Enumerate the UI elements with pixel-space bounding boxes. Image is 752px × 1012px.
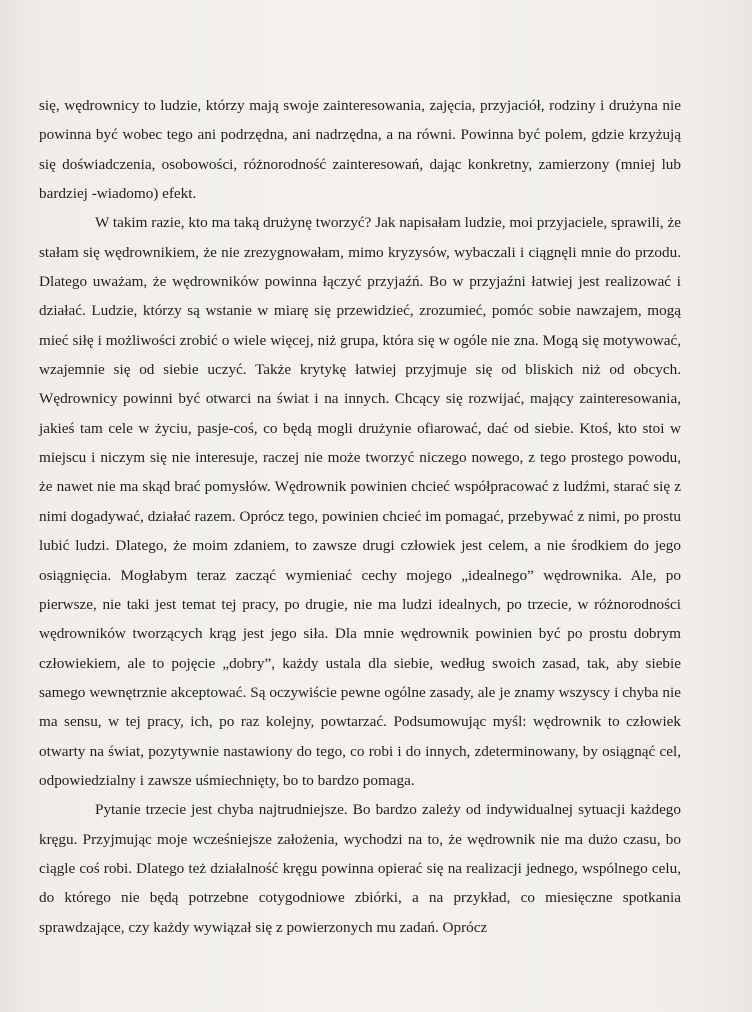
paragraph-2: W takim razie, kto ma taką drużynę tworzyć? Jak napisałam ludzie, moi przyjaciele, sprawili, że stałam się wędrownikiem, że nie zrezygnowałam, mimo kryzysów, wybaczali i ciągnęli mnie do przodu. Dlatego uważam, że wędrowników powinna łączyć przyjaźń. Bo w przyjaźni łatwiej jest realizować i działać. Ludzie, którzy są wstanie w miarę się przewidzieć, zrozumieć, pomóc sobie nawzajem, mogą mieć siłę i możliwości zrobić o wiele więcej, niż grupa, która się w ogóle nie zna. Mogą się motywować, wzajemnie się od siebie uczyć. Także krytykę łatwiej przyjmuje się od bliskich niż od obcych. Wędrownicy powinni być otwarci na świat i na innych. Chcący się rozwijać, mający zainteresowania, jakieś tam cele w życiu, pasje-coś, co będą mogli drużynie ofiarować, dać od siebie. Ktoś, kto stoi w miejscu i niczym się nie interesuje, raczej nie może tworzyć niczego nowego, z tego prostego powodu, że nawet nie ma skąd brać pomysłów. Wędrownik powinien chcieć współpracować z ludźmi, starać się z nimi dogadywać, działać razem. Oprócz tego, powinien chcieć im pomagać, przebywać z nimi, po prostu lubić ludzi. Dlatego, że moim zdaniem, to zawsze drugi człowiek jest celem, a nie środkiem do jego osiągnięcia. Mogłabym teraz zacząć wymieniać cechy mojego „idealnego” wędrownika. Ale, po pierwsze, nie taki jest temat tej pracy, po drugie, nie ma ludzi idealnych, po trzecie, w różnorodności wędrowników tworzących krąg jest jego siła. Dla mnie wędrownik powinien być po prostu dobrym człowiekiem, ale to pojęcie „dobry”, każdy ustala dla siebie, według swoich zasad, tak, aby siebie samego wewnętrznie akceptować. Są oczywiście pewne ogólne zasady, ale je znamy wszyscy i chyba nie ma sensu, w tej pracy, ich, po raz kolejny, powtarzać. Podsumowując myśl: wędrownik to człowiek otwarty na świat, pozytywnie nastawiony do tego, co robi i do innych, zdeterminowany, by osiągnąć cel, odpowiedzialny i zawsze uśmiechnięty, bo to bardzo pomaga. <box>39 214 681 789</box>
paragraph-1: się, wędrownicy to ludzie, którzy mają swoje zainteresowania, zajęcia, przyjaciół, rodziny i drużyna nie powinna być wobec tego ani podrzędna, ani nadrzędna, a na równi. Powinna być polem, gdzie krzyżują się doświadczenia, osobowości, różnorodność zainteresowań, dając konkretny, zamierzony (mniej lub bardziej -wiadomo) efekt. <box>39 97 681 203</box>
paragraph-3: Pytanie trzecie jest chyba najtrudniejsze. Bo bardzo zależy od indywidualnej sytuacji każdego kręgu. Przyjmując moje wcześniejsze założenia, wychodzi na to, że wędrownik nie ma dużo czasu, bo ciągle coś robi. Dlatego też działalność kręgu powinna opierać się na realizacji jednego, wspólnego celu, do którego nie będą potrzebne cotygodniowe zbiórki, a na przykład, co miesięczne spotkania sprawdzające, czy każdy wywiązał się z powierzonych mu zadań. Oprócz <box>39 801 681 936</box>
document-body <box>39 91 681 942</box>
